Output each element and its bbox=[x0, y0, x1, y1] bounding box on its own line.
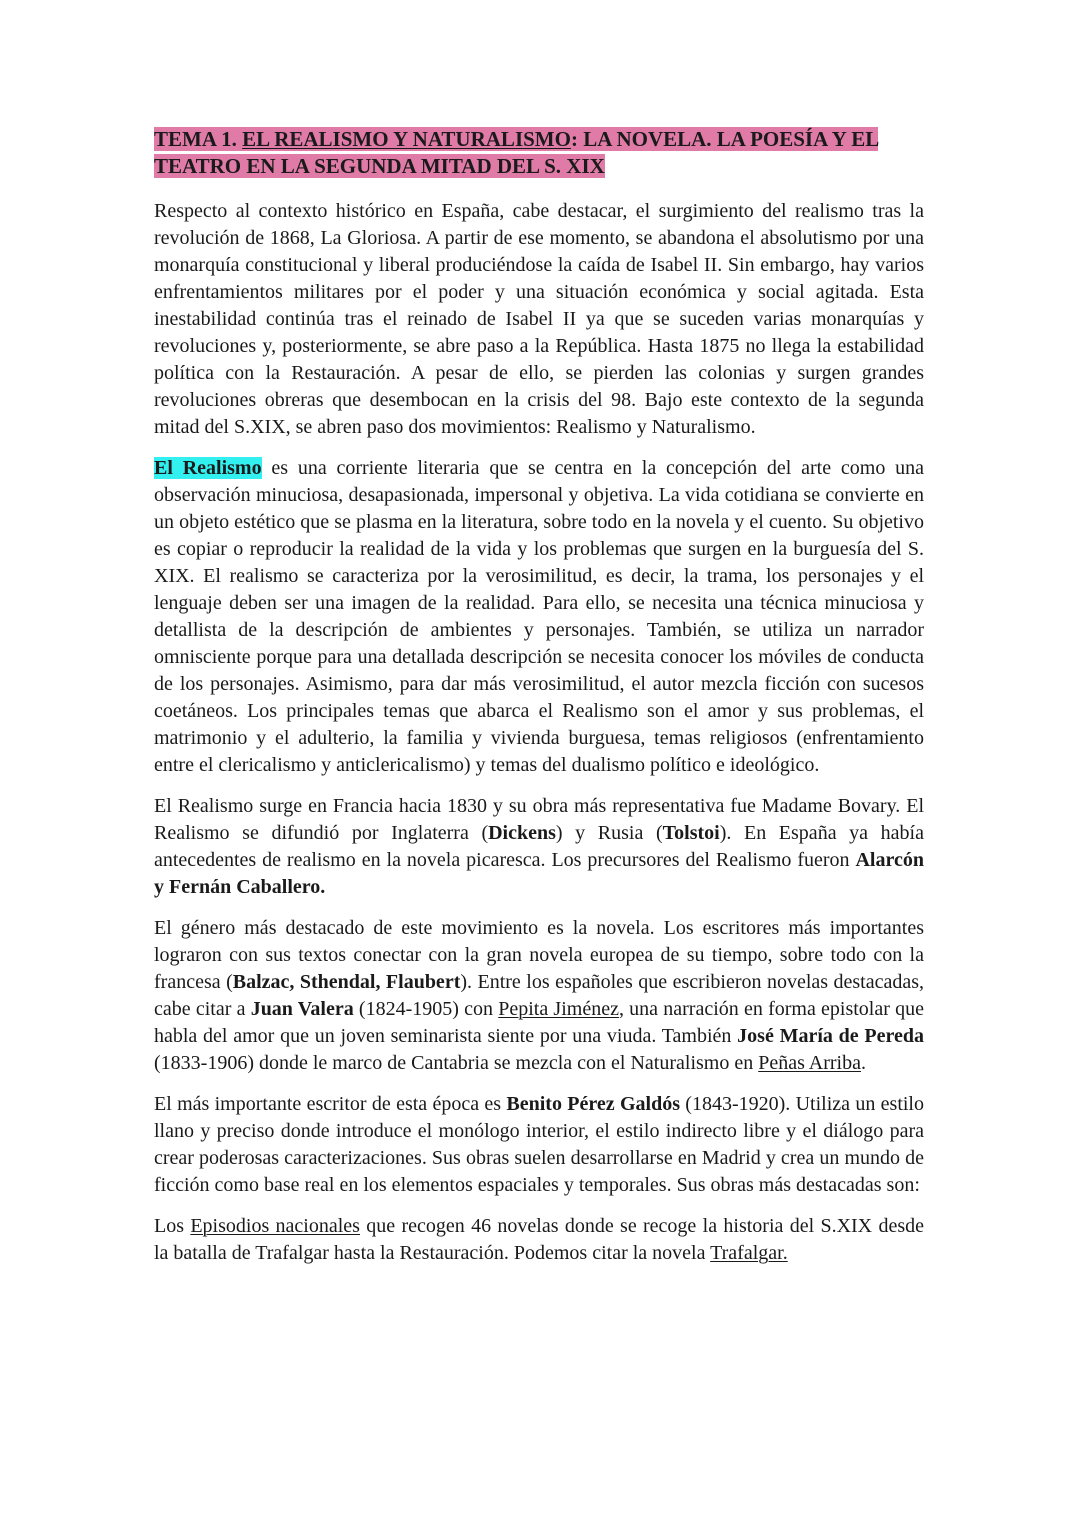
title-highlight bbox=[154, 127, 878, 178]
paragraph-galdos bbox=[154, 1091, 924, 1199]
work-episodios-nacionales: Episodios nacionales bbox=[190, 1215, 360, 1237]
text-run: , una narración en forma epistolar que habla del amor que un joven seminarista siente por una viuda. También bbox=[154, 998, 924, 1047]
work-trafalgar: Trafalgar. bbox=[710, 1242, 788, 1264]
text-run: (1824-1905) con bbox=[353, 998, 499, 1020]
document-page bbox=[154, 126, 924, 1281]
work-penas-arriba: Peñas Arriba bbox=[758, 1052, 861, 1074]
work-pepita-jimenez: Pepita Jiménez bbox=[498, 998, 619, 1020]
text-run: que recogen 46 novelas donde se recoge la historia del S.XIX desde la batalla de Trafalgar hasta la Restauración. Podemos citar la novela bbox=[154, 1215, 924, 1264]
paragraph-text: es una corriente literaria que se centra en la concepción del arte como una observación minuciosa, desapasionada, impersonal y objetiva. La vida cotidiana se convierte en un objeto estético que se plasma en la literatura, sobre todo en la novela y el cuento. Su objetivo es copiar o reproducir la realidad de la vida y los problemas que surgen en la burguesía del S. XIX. El realismo se caracteriza por la verosimilitud, es decir, la trama, los personajes y el lenguaje deben ser una imagen de la realidad. Para ello, se necesita una técnica minuciosa y detallista de la descripción de ambientes y personajes. También, se utiliza un narrador omnisciente porque para una detallada descripción se necesita conocer los móviles de conducta de los personajes. Asimismo, para dar más verosimilitud, el autor mezcla ficción con sucesos coetáneos. Los principales temas que abarca el Realismo son el amor y sus problemas, el matrimonio y el adulterio, la familia y vivienda burguesa, temas religiosos (enfrentamiento entre el clericalismo y anticlericalismo) y temas del dualismo político e ideológico. bbox=[154, 457, 924, 776]
text-run: . bbox=[860, 1052, 866, 1074]
paragraph-context: Respecto al contexto histórico en España, cabe destacar, el surgimiento del realismo tras la revolución de 1868, La Gloriosa. A partir de ese momento, se abandona el absolutismo por una monarquía constitucional y liberal produciéndose la caída de Isabel II. Sin embargo, hay varios enfrentamientos militares por el poder y una situación económica y social agitada. Esta inestabilidad continúa tras el reinado de Isabel II ya que se suceden varias monarquías y revoluciones y, posteriormente, se abre paso a la República. Hasta 1875 no llega la estabilidad política con la Restauración. A pesar de ello, se pierden las colonias y surgen grandes revoluciones obreras que desembocan en la crisis del 98. Bajo este contexto de la segunda mitad del S.XIX, se abren paso dos movimientos: Realismo y Naturalismo. bbox=[154, 200, 924, 438]
author-pereda: José María de Pereda bbox=[737, 1025, 924, 1047]
text-run: Los bbox=[154, 1215, 191, 1237]
text-run: El más importante escritor de esta época es bbox=[154, 1093, 507, 1115]
title-underlined: EL REALISMO Y NATURALISMO bbox=[242, 127, 571, 151]
text-run: (1833-1906) donde le marco de Cantabria se mezcla con el Naturalismo en bbox=[154, 1052, 759, 1074]
term-highlight: El Realismo bbox=[154, 457, 262, 479]
title-rest: : LA NOVELA. LA POESÍA Y EL TEATRO EN LA SEGUNDA MITAD DEL S. XIX bbox=[154, 127, 879, 178]
author-valera: Juan Valera bbox=[250, 998, 354, 1020]
text-run: El Realismo surge en Francia hacia 1830 y su obra más representativa fue Madame Bovary. El Realismo se difundió por Inglaterra ( bbox=[154, 795, 924, 844]
text-run: (1843-1920). Utiliza un estilo llano y preciso donde introduce el monólogo interior, el estilo indirecto libre y el diálogo para crear poderosas caracterizaciones. Sus obras suelen desarrollarse en Madrid y crea un mundo de ficción como base real en los elementos espaciales y temporales. Sus obras más destacadas son: bbox=[154, 1093, 924, 1196]
text-run: ). En España ya había antecedentes de realismo en la novela picaresca. Los precursores del Realismo fueron bbox=[154, 822, 924, 871]
title-prefix: TEMA 1. bbox=[154, 127, 243, 151]
author-galdos: Benito Pérez Galdós bbox=[506, 1093, 680, 1115]
page-title bbox=[154, 126, 924, 180]
paragraph-episodios bbox=[154, 1213, 924, 1267]
text-run: El género más destacado de este movimiento es la novela. Los escritores más importantes lograron con sus textos conectar con la gran novela europea de su tiempo, sobre todo con la francesa ( bbox=[154, 917, 924, 993]
authors-precursors: Alarcón y Fernán Caballero. bbox=[154, 849, 924, 898]
author-dickens: Dickens bbox=[488, 822, 556, 844]
paragraph-origins bbox=[154, 793, 924, 901]
paragraph-novela bbox=[154, 915, 924, 1077]
author-tolstoi: Tolstoi bbox=[662, 822, 720, 844]
paragraph-realismo bbox=[154, 455, 924, 779]
text-run: ). Entre los españoles que escribieron novelas destacadas, cabe citar a bbox=[154, 971, 925, 1020]
text-run: ) y Rusia ( bbox=[555, 822, 663, 844]
authors-french: Balzac, Sthendal, Flaubert bbox=[232, 971, 461, 993]
